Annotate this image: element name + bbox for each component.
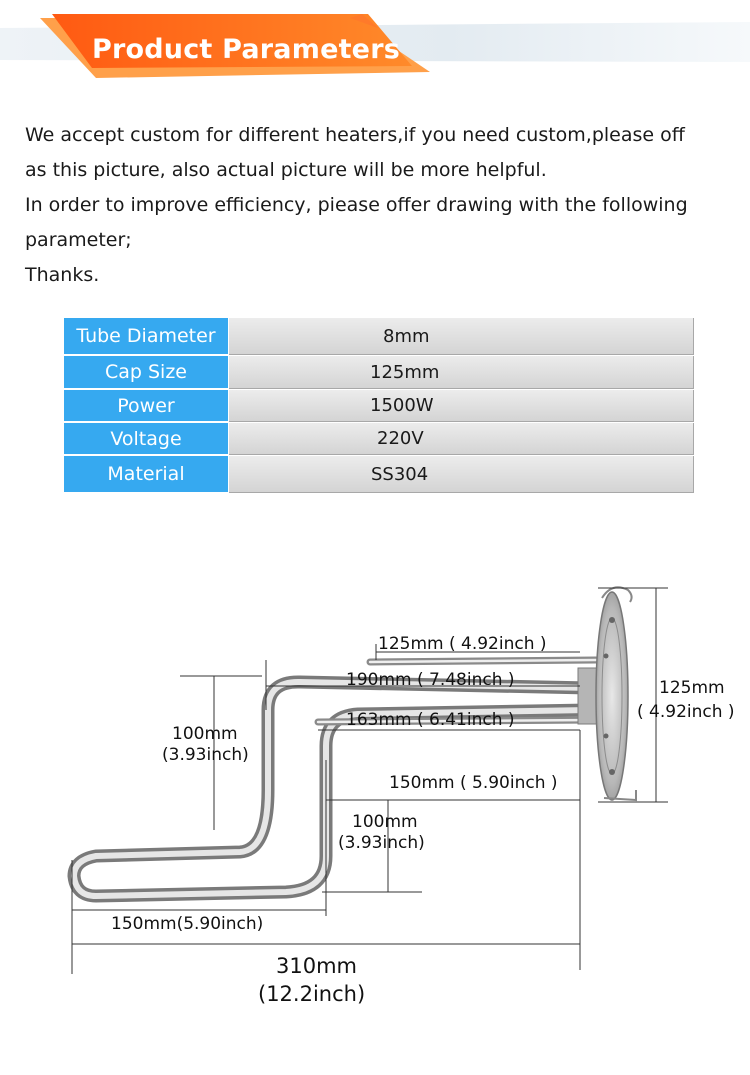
dimension-label-right-rise-mm: 100mm bbox=[352, 812, 418, 832]
dimension-label-total-in: (12.2inch) bbox=[258, 982, 366, 1006]
param-label: Power bbox=[64, 390, 228, 421]
param-label: Cap Size bbox=[64, 356, 228, 388]
param-label: Voltage bbox=[64, 423, 228, 454]
param-label: Tube Diameter bbox=[64, 318, 228, 354]
dimension-label-lower-element: 163mm ( 6.41inch ) bbox=[346, 710, 515, 730]
heater-element-illustration bbox=[0, 560, 750, 1020]
header-banner bbox=[0, 0, 750, 80]
page-title: Product Parameters bbox=[92, 34, 400, 65]
intro-line: In order to improve efficiency, piease offer drawing with the following bbox=[25, 194, 688, 216]
param-value: 220V bbox=[377, 428, 424, 449]
dimension-label-total-mm: 310mm bbox=[276, 954, 357, 978]
table-row bbox=[64, 456, 694, 492]
dimension-label-middle-element: 190mm ( 7.48inch ) bbox=[346, 670, 515, 690]
parameter-table bbox=[64, 318, 694, 492]
heater-dimension-diagram bbox=[0, 560, 750, 1020]
param-value-cell bbox=[229, 423, 694, 455]
dimension-label-horizontal-run: 150mm ( 5.90inch ) bbox=[389, 773, 558, 793]
table-row bbox=[64, 390, 694, 421]
dimension-label-bottom-run: 150mm(5.90inch) bbox=[111, 914, 264, 934]
param-value: 8mm bbox=[383, 325, 430, 347]
dimension-label-cap-in: ( 4.92inch ) bbox=[637, 702, 735, 722]
flange-cap bbox=[578, 587, 636, 800]
param-value: 125mm bbox=[370, 361, 440, 383]
param-value-cell bbox=[229, 318, 694, 355]
param-value-cell bbox=[229, 456, 694, 493]
param-value-cell bbox=[229, 390, 694, 422]
table-row bbox=[64, 356, 694, 388]
table-row bbox=[64, 318, 694, 354]
intro-line: Thanks. bbox=[25, 264, 100, 286]
intro-text bbox=[25, 118, 745, 293]
intro-line: as this picture, also actual picture will be more helpful. bbox=[25, 159, 547, 181]
dimension-label-left-rise-mm: 100mm bbox=[172, 724, 238, 744]
dimension-label-left-rise-in: (3.93inch) bbox=[162, 745, 249, 765]
param-value: 1500W bbox=[370, 395, 434, 416]
param-value-cell bbox=[229, 356, 694, 389]
dimension-label-right-rise-in: (3.93inch) bbox=[338, 833, 425, 853]
table-row bbox=[64, 423, 694, 454]
intro-line: We accept custom for different heaters,if you need custom,please off bbox=[25, 124, 685, 146]
dimension-label-top-element: 125mm ( 4.92inch ) bbox=[378, 634, 547, 654]
param-label: Material bbox=[64, 456, 228, 492]
intro-line: parameter; bbox=[25, 229, 132, 251]
param-value: SS304 bbox=[371, 463, 429, 485]
dimension-label-cap-mm: 125mm bbox=[659, 678, 725, 698]
